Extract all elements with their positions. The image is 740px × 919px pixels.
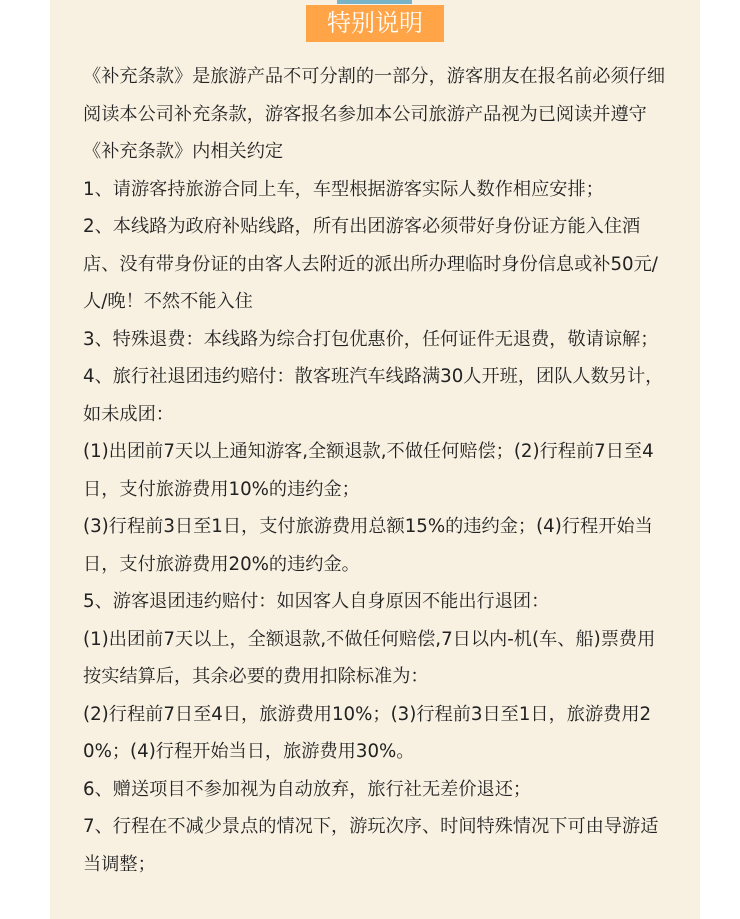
notice-content xyxy=(83,58,673,883)
clause-5: 5、游客退团违约赔付：如因客人自身原因不能出行退团： xyxy=(83,591,550,612)
clause-7: 7、行程在不减少景点的情况下，游玩次序、时间特殊情况下可由导游适当调整； xyxy=(83,816,659,875)
clause-4-sub-2: (3)行程前3日至1日，支付旅游费用总额15%的违约金；(4)行程开始当日，支付旅游费用20%的违约金。 xyxy=(83,516,653,575)
notice-panel xyxy=(50,0,700,919)
clause-3: 3、特殊退费：本线路为综合打包优惠价，任何证件无退费，敬请谅解； xyxy=(83,328,659,350)
clause-5-sub-1: (1)出团前7天以上，全额退款,不做任何赔偿,7日以内-机(车、船)票费用按实结算后，其余必要的费用扣除标准为： xyxy=(83,628,656,687)
clause-2: 2、本线路为政府补贴线路，所有出团游客必须带好身份证方能入住酒店、没有带身份证的由客人去附近的派出所办理临时身份信息或补50元/人/晚！不然不能入住 xyxy=(83,216,658,312)
top-accent-bar xyxy=(337,0,412,4)
clause-1: 1、请游客持旅游合同上车，车型根据游客实际人数作相应安排； xyxy=(83,178,604,200)
clause-4: 4、旅行社退团违约赔付：散客班汽车线路满30人开班，团队人数另计，如未成团： xyxy=(83,366,664,425)
clause-4-sub-1: (1)出团前7天以上通知游客,全额退款,不做任何赔偿；(2)行程前7日至4日，支付旅游费用10%的违约金； xyxy=(83,441,654,500)
clause-5-sub-2: (2)行程前7日至4日，旅游费用10%；(3)行程前3日至1日，旅游费用20%；(4)行程开始当日，旅游费用30%。 xyxy=(83,703,652,762)
intro-paragraph: 《补充条款》是旅游产品不可分割的一部分，游客朋友在报名前必须仔细阅读本公司补充条款，游客报名参加本公司旅游产品视为已阅读并遵守《补充条款》内相关约定 xyxy=(83,66,666,162)
clause-6: 6、赠送项目不参加视为自动放弃，旅行社无差价退还； xyxy=(83,778,532,800)
section-title: 特别说明 xyxy=(306,5,444,42)
